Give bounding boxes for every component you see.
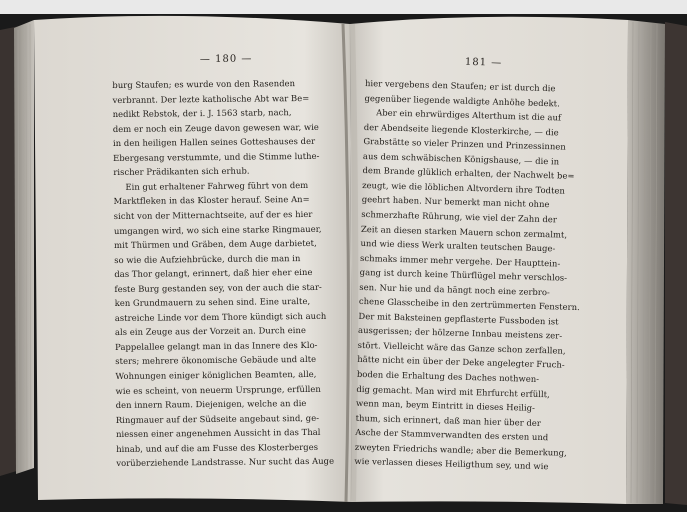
right-cover-edge xyxy=(665,22,687,505)
text-line: stört. Vielleicht wäre das Ganze schon zerfallen, xyxy=(357,339,566,356)
text-line: Zeit an diesen starken Mauern schon zermalmt, xyxy=(360,223,568,240)
text-line: ausgerissen; der hölzerne Innbau meistens zer- xyxy=(357,325,563,341)
text-line: der Abendseite liegende Klosterkirche, — die xyxy=(363,121,559,138)
text-line: hätte nicht ein über der Deke angelegter Fruch- xyxy=(357,354,565,371)
text-line: rischer Prädikanten sich erhub. xyxy=(113,165,250,178)
text-line: schmerzhafte Rührung, wie viel der Zahn der xyxy=(361,208,558,225)
text-line: wenn man, beym Eintritt in dieses Heilig- xyxy=(355,397,536,413)
text-line: das Thor gelangt, erinnert, daß hier eher eine xyxy=(114,267,313,280)
text-line: so wie die Aufziehbrücke, durch die man in xyxy=(114,252,301,265)
text-line: hier vergebens den Staufen; er ist durch die xyxy=(364,77,556,94)
text-line: aus dem schwäbischen Königshause, — die in xyxy=(362,150,560,167)
text-line: gegenüber liegende waldigte Anhöhe bedekt. xyxy=(364,92,561,108)
text-line: sicht von der Mitternachtseite, auf der es hier xyxy=(113,208,313,221)
text-line: den innern Raum. Diejenigen, welche an die xyxy=(115,398,307,411)
text-line: mit Thürmen und Gräben, dem Auge darbietet, xyxy=(114,237,317,251)
text-line: verbrannt. Der lezte katholische Abt war Be= xyxy=(112,92,310,105)
text-line: umgangen wird, wo sich eine starke Ringmauer, xyxy=(113,223,322,236)
right-page-header: 181 — xyxy=(464,56,503,69)
text-line: zeugt, wie die löblichen Altvordern ihre Todten xyxy=(362,179,566,196)
text-line: als ein Zeuge aus der Vorzeit an. Durch eine xyxy=(114,325,306,338)
text-line: vorüberziehende Landstrasse. Nur sucht das Auge xyxy=(116,455,335,469)
text-line: burg Staufen; es wurde von den Rasenden xyxy=(112,78,296,90)
left-page xyxy=(112,46,345,488)
text-line: dem Brande glüklich erhalten, der Nachwelt be= xyxy=(362,165,575,182)
text-line: und wie diess Werk uralten teutschen Bauge- xyxy=(360,237,556,254)
text-line: feste Burg gestanden sey, von der auch die star- xyxy=(114,281,322,294)
text-line: Pappelallee gelangt man in das Innere des Klo- xyxy=(115,339,318,352)
text-line: sen. Nur hie und da hängt noch eine zerbro- xyxy=(359,281,551,297)
text-line: Ringmauer auf der Südseite angebaut sind, ge- xyxy=(115,412,320,425)
text-line: astreiche Linde vor dem Thore kündigt sich auch xyxy=(114,310,327,323)
text-line: Der mit Baksteinen gepflasterte Fussboden ist xyxy=(358,310,559,327)
text-line: Wohnungen einiger königlichen Beamten, alle, xyxy=(115,368,317,381)
text-line: Ebergesang verstummte, und die Stimme luthe- xyxy=(113,150,320,163)
text-line: in den heiligen Hallen seines Gotteshauses der xyxy=(112,136,316,149)
text-line: ken Grundmauern zu sehen sind. Eine uralte, xyxy=(114,296,311,309)
text-line: schmaks immer mehr vergehe. Der Haupttein- xyxy=(360,252,561,269)
text-line: zweyten Friedrichs wandle; aber die Bemerkung, xyxy=(354,441,567,458)
text-line: geehrt haben. Nur bemerkt man nicht ohne xyxy=(361,194,550,210)
text-line: Grabstätte so vieler Prinzen und Prinzessinnen xyxy=(363,136,566,152)
right-page xyxy=(354,48,584,494)
text-line: thum, sich erinnert, daß man hier über der xyxy=(355,412,542,428)
text-line: dem er noch ein Zeuge davon gewesen war, wie xyxy=(112,121,319,134)
left-page-header: — 180 — xyxy=(199,53,253,66)
text-line: Ein gut erhaltener Fahrweg führt von dem xyxy=(125,179,309,192)
text-line: nedikt Rebstok, der i. J. 1563 starb, nach, xyxy=(112,107,292,120)
text-line: hinab, und auf die am Fusse des Klosterberges xyxy=(116,441,319,454)
text-line: sters; mehrere ökonomische Gebäude und alte xyxy=(115,354,317,367)
text-line: Marktfleken in das Kloster herauf. Seine An= xyxy=(113,194,310,207)
text-line: boden die Erhaltung des Daches nothwen- xyxy=(356,368,540,384)
text-line: dig gemacht. Man wird mit Ehrfurcht erfüllt, xyxy=(356,383,550,399)
text-line: Asche der Stammverwandten des ersten und xyxy=(355,427,549,443)
text-line: chene Glasscheibe in den zertrümmerten Fenstern. xyxy=(358,296,580,313)
text-line: gang ist durch keine Thürflügel mehr verschlos- xyxy=(359,267,568,283)
text-line: Aber ein ehrwürdiges Alterthum ist die auf xyxy=(376,107,562,123)
text-line: niessen einer angenehmen Aussicht in das Thal xyxy=(115,427,321,440)
text-line: wie es scheint, von neuerm Ursprunge, erfüllen xyxy=(115,383,321,396)
text-line: wie verlassen dieses Heiligthum sey, und wie xyxy=(354,456,549,472)
